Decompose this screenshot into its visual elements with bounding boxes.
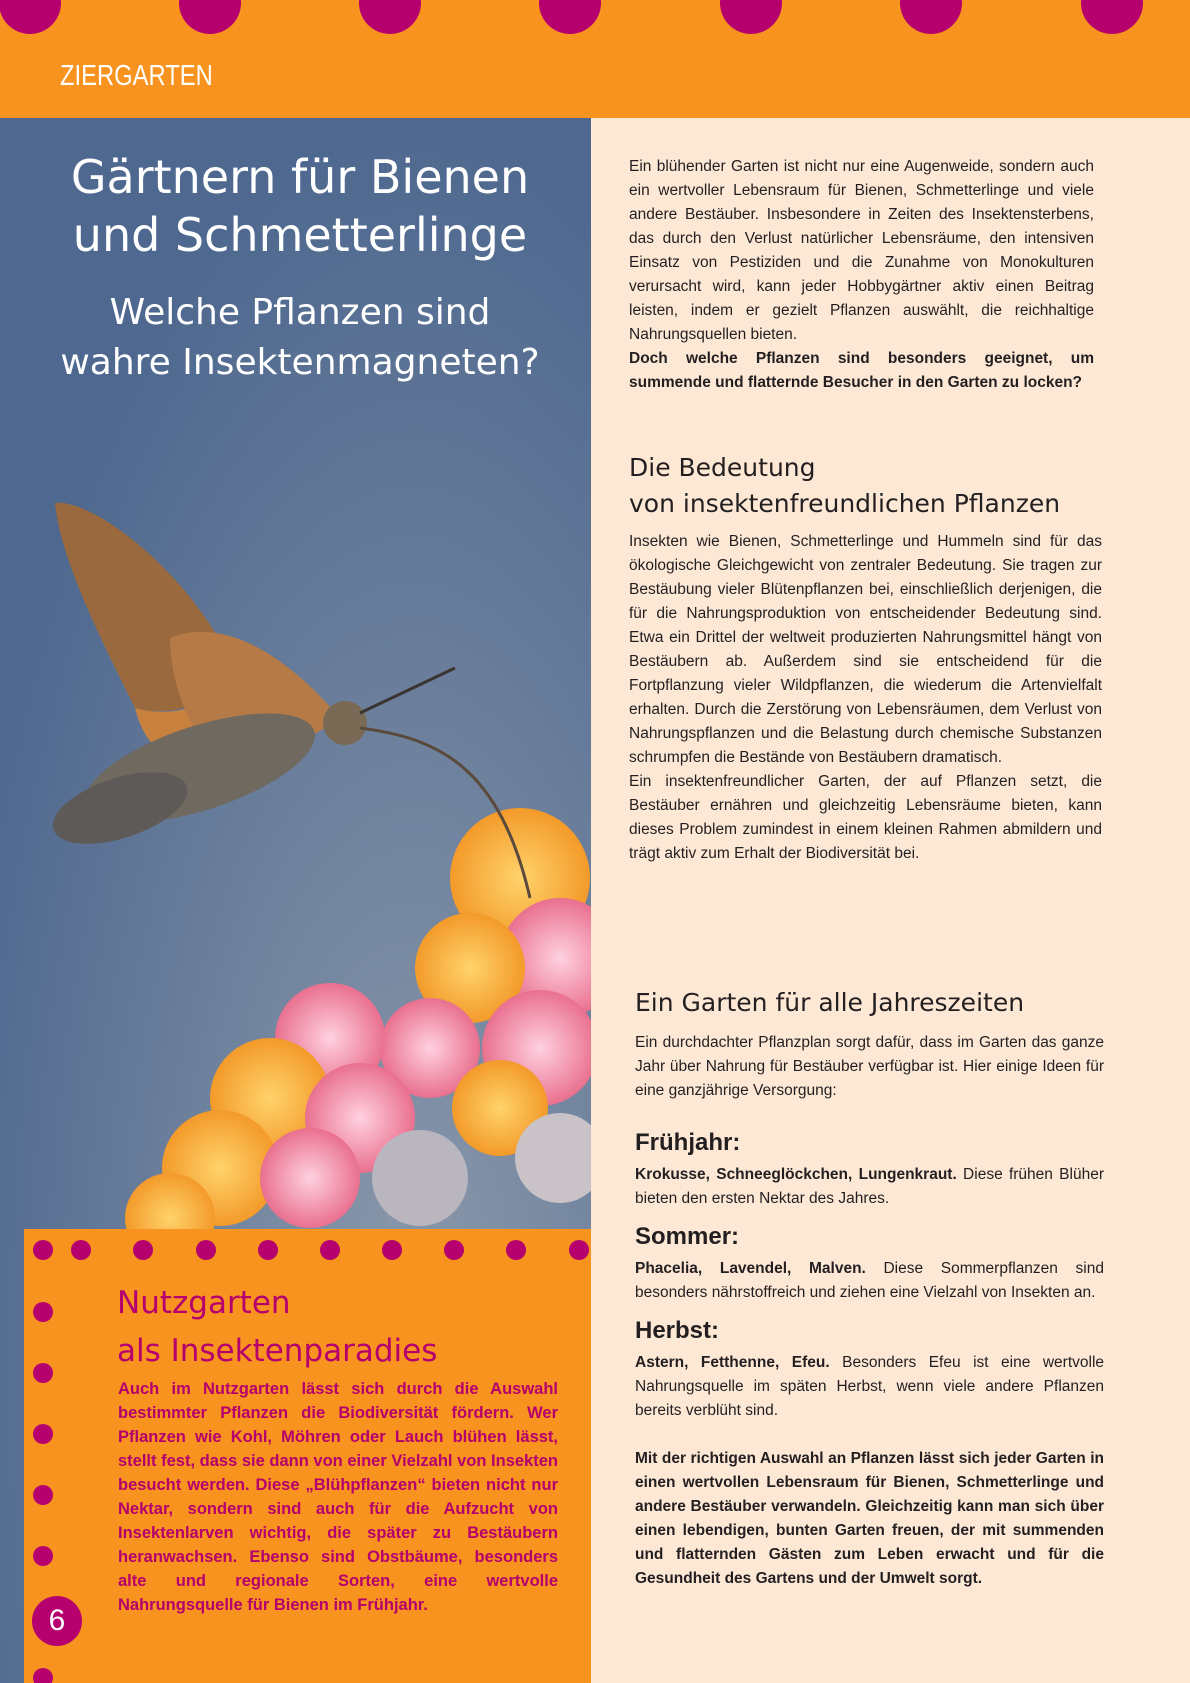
decorative-dot xyxy=(900,0,962,34)
page-number: 6 xyxy=(32,1596,82,1646)
decorative-dot xyxy=(33,1668,53,1683)
hero-heading xyxy=(50,148,550,388)
decorative-dot xyxy=(506,1240,526,1260)
season-desc: Besonders Efeu ist eine wertvolle Nahrungsquelle im späten Herbst, wenn viele andere Pflanzen bereits verblüht sind. xyxy=(635,1354,1105,1419)
season-title-autumn: Herbst: xyxy=(635,1317,720,1344)
section-heading: Die Bedeutung xyxy=(629,453,816,482)
decorative-dot xyxy=(320,1240,340,1260)
decorative-dot xyxy=(569,1240,589,1260)
paragraph: Ein durchdachter Pflanzplan sorgt dafür, dass im Garten das ganze Jahr über Nahrung für Bestäuber verfügbar ist. Hier einige Ideen für eine ganzjährige Versorgung: xyxy=(635,1034,1104,1099)
decorative-dot xyxy=(33,1363,53,1383)
intro-question: Doch welche Pflanzen sind besonders geeignet, um summende und flatternde Besucher in den Garten zu locken? xyxy=(629,350,1094,391)
page-subtitle: Welche Pflanzen sind wahre Insektenmagneten? xyxy=(60,292,540,383)
decorative-dot xyxy=(258,1240,278,1260)
season-plants: Astern, Fetthenne, Efeu. xyxy=(635,1354,830,1371)
decorative-dot xyxy=(196,1240,216,1260)
section-importance xyxy=(629,450,1102,866)
paragraph: Ein insektenfreundlicher Garten, der auf Pflanzen setzt, die Bestäuber ernähren und gleichzeitig Lebensräume bieten, kann dieses Problem zumindest in einem kleinen Rahmen abmildern und trägt aktiv zum Erhalt der Biodiversität bei. xyxy=(629,773,1102,862)
intro-text: Ein blühender Garten ist nicht nur eine Augenweide, sondern auch ein wertvoller Lebensraum für Bienen, Schmetterlinge und viele andere Bestäuber. Insbesondere in Zeiten des Insektensterbens, das durch den Verlust natürlicher Lebensräume, den intensiven Einsatz von Pestiziden und die Zunahme von Monokulturen verursacht wird, kann jeder Hobbygärtner aktiv einen Beitrag leisten, indem er gezielt Pflanzen auswählt, die reichhaltige Nahrungsquellen bieten. xyxy=(629,158,1094,343)
decorative-dot xyxy=(179,0,241,34)
season-desc: Diese frühen Blüher bieten den ersten Nektar des Jahres. xyxy=(635,1166,1104,1207)
season-title-summer: Sommer: xyxy=(635,1223,740,1250)
season-plants: Phacelia, Lavendel, Malven. xyxy=(635,1260,866,1277)
decorative-dot xyxy=(33,1485,53,1505)
box-title xyxy=(117,1279,437,1375)
page-header xyxy=(0,0,1190,118)
decorative-dot xyxy=(444,1240,464,1260)
decorative-dot xyxy=(1081,0,1143,34)
season-plants: Krokusse, Schneeglöckchen, Lungenkraut. xyxy=(635,1166,957,1183)
season-text-spring xyxy=(635,1163,1104,1211)
box-title-line: als Insektenparadies xyxy=(117,1333,438,1369)
season-text-autumn xyxy=(635,1351,1104,1423)
decorative-dot xyxy=(33,1424,53,1444)
decorative-dot xyxy=(382,1240,402,1260)
section-heading: von insektenfreundlichen Pflanzen xyxy=(629,489,1061,518)
season-desc: Diese Sommerpflanzen sind besonders nährstoffreich und ziehen eine Vielzahl von Insekten an. xyxy=(635,1260,1104,1301)
decorative-dot xyxy=(33,1546,53,1566)
decorative-dot xyxy=(133,1240,153,1260)
section-heading: Ein Garten für alle Jahreszeiten xyxy=(635,988,1025,1017)
decorative-dot xyxy=(71,1240,91,1260)
decorative-dot xyxy=(0,0,61,34)
decorative-dot xyxy=(359,0,421,34)
decorative-dot xyxy=(33,1240,53,1260)
box-title-line: Nutzgarten xyxy=(117,1285,291,1321)
box-text: Auch im Nutzgarten lässt sich durch die Auswahl bestimmter Pflanzen die Biodiversität fördern. Wer Pflanzen wie Kohl, Möhren oder Lauch blühen lässt, stellt fest, dass sie dann von einer Vielzahl von Insekten besucht werden. Diese „Blühpflanzen“ bieten nicht nur Nektar, sondern sind auch für die Aufzucht von Insektenlarven wichtig, die später zu Bestäubern heranwachsen. Ebenso sind Obstbäume, besonders alte und regionale Sorten, eine wertvolle Nahrungsquelle für Bienen im Frühjahr. xyxy=(118,1380,558,1614)
info-box-nutzgarten xyxy=(24,1229,591,1683)
section-label: ZIERGARTEN xyxy=(60,60,213,92)
section-seasons xyxy=(635,985,1104,1591)
decorative-dot xyxy=(720,0,782,34)
decorative-dot xyxy=(33,1302,53,1322)
paragraph: Insekten wie Bienen, Schmetterlinge und Hummeln sind für das ökologische Gleichgewicht von zentraler Bedeutung. Sie tragen zur Bestäubung vieler Blütenpflanzen bei, einschließlich derjenigen, die für die Nahrungsproduktion von entscheidender Bedeutung sind. Etwa ein Drittel der weltweit produzierten Nahrungsmittel hängt von Bestäubern ab. Außerdem sind sie entscheidend für die Fortpflanzung vieler Wildpflanzen, die wiederum die Artenvielfalt erhalten. Durch die Zerstörung von Lebensräumen, dem Verlust von Nahrungspflanzen und die Belastung durch chemische Substanzen schrumpfen die Bestände von Bestäubern dramatisch. xyxy=(629,533,1102,766)
decorative-dot xyxy=(539,0,601,34)
intro-block xyxy=(629,155,1094,395)
conclusion: Mit der richtigen Auswahl an Pflanzen lässt sich jeder Garten in einen wertvollen Lebensraum für Bienen, Schmetterlinge und andere Bestäuber verwandeln. Gleichzeitig kann man sich über einen lebendigen, bunten Garten freuen, der mit summenden und flatternden Gästen zum Leben erwacht und für die Gesundheit des Gartens und der Umwelt sorgt. xyxy=(635,1450,1104,1587)
page-title: Gärtnern für Bienen und Schmetterlinge xyxy=(70,150,530,262)
season-text-summer xyxy=(635,1257,1104,1305)
season-title-spring: Frühjahr: xyxy=(635,1129,741,1156)
